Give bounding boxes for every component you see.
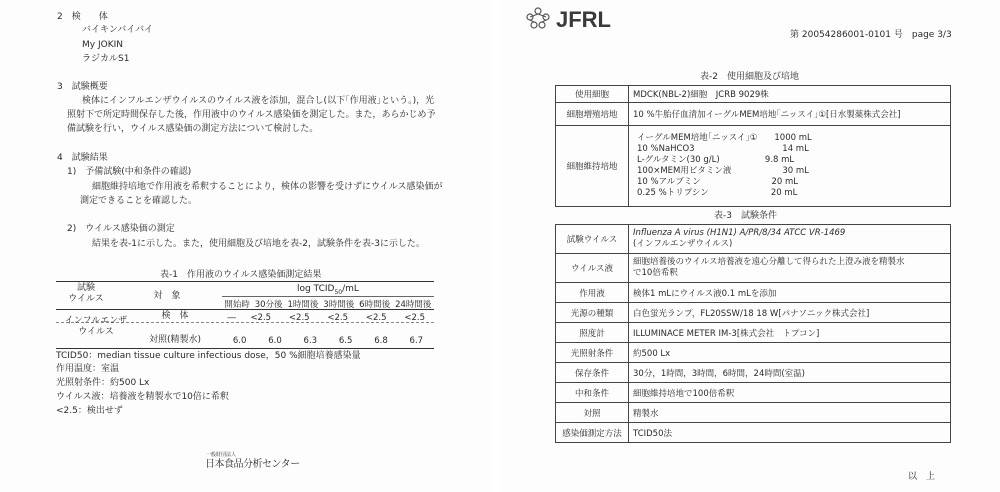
- table-1-caption: 表-1 作用液のウイルス感染価測定結果: [160, 270, 322, 280]
- footer-org: 日本食品分析センター: [205, 459, 300, 470]
- table-3-caption: 表-3 試験条件: [714, 211, 777, 221]
- cell: 6.0: [232, 335, 247, 346]
- table-row: [556, 303, 951, 323]
- row-label: 試験ウイルス: [556, 225, 629, 254]
- row-value: [629, 225, 951, 254]
- col-head: 開始時: [224, 299, 250, 310]
- row-value: 精製水: [629, 403, 951, 423]
- para-line: 照射下で所定時間保存した後，作用液中のウイルス感染価を測定した。また，あらかじめ予: [67, 110, 436, 120]
- table-rule: [56, 281, 434, 282]
- end-mark: 以 上: [908, 472, 936, 482]
- row-label: 保存条件: [556, 363, 629, 383]
- row-label: 光照射条件: [556, 343, 629, 363]
- row-label: ウイルス液: [556, 254, 629, 283]
- table-row: [556, 403, 951, 423]
- sample-item: ラジカルS1: [82, 54, 130, 64]
- table-1-target-header: 対 象: [153, 291, 181, 301]
- table-1-colheads: [222, 297, 434, 310]
- table-row: [556, 103, 951, 126]
- cell: <2.5: [288, 312, 310, 323]
- table-1-log-header: $\log TCID_{50}/mL$: [297, 284, 359, 296]
- row-value: [629, 254, 951, 283]
- cell: 6.3: [303, 335, 318, 346]
- table-row: [556, 225, 951, 254]
- table-row: [556, 283, 951, 303]
- section-2-title: 2 検 体: [57, 12, 108, 22]
- note-line: 光照射条件：約500 Lx: [56, 378, 150, 388]
- section-3-title: 3 試験概要: [57, 82, 108, 92]
- table-3: [555, 224, 951, 443]
- para-line: 結果を表-1に示した。また，使用細胞及び培地を表-2，試験条件を表-3に示した。: [92, 239, 425, 249]
- medium-line: 10 %NaHCO3 14 mL: [637, 144, 809, 154]
- left-page: [0, 0, 492, 492]
- para-line: 測定できることを確認した。: [80, 196, 198, 206]
- row-label: 対照: [556, 403, 629, 423]
- table-2-caption: 表-2 使用細胞及び培地: [700, 72, 799, 82]
- para-line: 備試験を行い，ウイルス感染価の測定方法について検討した。: [67, 124, 319, 134]
- row-value: 検体1 mLにウイルス液0.1 mLを添加: [629, 283, 951, 303]
- table-1-virus-header: 試験 ウイルス: [68, 283, 104, 304]
- col-head: 30分後: [254, 299, 283, 310]
- medium-line: イーグルMEM培地｢ニッスイ｣① 1000 mL: [637, 133, 812, 143]
- note-line: TCID50：median tissue culture infectious dose，50 %細胞培養感染量: [56, 351, 361, 361]
- cell: 6.0: [268, 335, 282, 346]
- footer-org-small: 一般財団法人: [206, 452, 237, 458]
- table-row: [556, 423, 951, 443]
- table-1-row-label: 対照(精製水): [148, 335, 202, 345]
- table-1-row: [222, 311, 434, 324]
- row-label: 細胞増殖培地: [556, 103, 629, 126]
- table-row: [556, 323, 951, 343]
- value-line: (インフルエンザウイルス): [633, 239, 733, 249]
- cell: 6.8: [374, 335, 388, 346]
- row-label: 使用細胞: [556, 86, 629, 103]
- cell: ―: [227, 312, 236, 323]
- row-value: 約500 Lx: [629, 343, 951, 363]
- section-4-title: 4 試験結果: [57, 153, 108, 163]
- sample-item: My JOKIN: [82, 40, 123, 50]
- cell: <2.5: [250, 312, 272, 323]
- medium-line: 10 %アルブミン 20 mL: [637, 177, 798, 187]
- cell: 6.7: [409, 335, 424, 346]
- col-head: 6時間後: [359, 299, 391, 310]
- table-row: [556, 363, 951, 383]
- row-label: 作用液: [556, 283, 629, 303]
- medium-line: L-グルタミン(30 g/L) 9.8 mL: [637, 155, 795, 165]
- para-line: 検体にインフルエンザウイルスのウイルス液を添加，混合し(以下｢作用液｣という。)，光: [82, 96, 435, 106]
- cell: <2.5: [404, 312, 426, 323]
- row-value: 白色蛍光ランプ，FL20SSW/18 18 W[パナソニック株式会社]: [629, 303, 951, 323]
- subsection-1-title: 1) 予備試験(中和条件の確認): [67, 167, 192, 177]
- row-label: 照度計: [556, 323, 629, 343]
- table-row: [556, 343, 951, 363]
- note-line: ウイルス液：培養液を精製水で10倍に希釈: [56, 392, 229, 402]
- value-line: で10倍希釈: [633, 268, 678, 278]
- document-number: 第 20054286001-0101 号 page 3/3: [790, 30, 952, 40]
- cell: <2.5: [365, 312, 387, 323]
- row-value: 細胞維持培地で100倍希釈: [629, 383, 951, 403]
- subsection-2-title: 2) ウイルス感染価の測定: [67, 224, 175, 234]
- col-head: 1時間後: [287, 299, 319, 310]
- table-2: [555, 85, 951, 207]
- table-1-virus-name: インフルエンザ ウイルス: [64, 316, 128, 337]
- table-1-row: [222, 334, 434, 347]
- col-head: 24時間後: [395, 299, 432, 310]
- note-line: <2.5：検出せず: [56, 406, 123, 416]
- jfrl-logo-icon: [522, 6, 554, 32]
- row-value: ILLUMINACE METER IM-3[株式会社 トプコン]: [629, 323, 951, 343]
- cell: <2.5: [327, 312, 349, 323]
- table-row: [556, 383, 951, 403]
- table-rule: [56, 348, 434, 349]
- table-row: [556, 254, 951, 283]
- medium-line: 100×MEM用ビタミン液 30 mL: [637, 166, 809, 176]
- table-row: [556, 86, 951, 103]
- row-value: 10 %牛胎仔血清加イーグルMEM培地｢ニッスイ｣①[日水製薬株式会社]: [629, 103, 951, 126]
- note-line: 作用温度：室温: [56, 364, 120, 374]
- row-value: 30分，1時間，3時間，6時間，24時間(室温): [629, 363, 951, 383]
- table-row: [556, 126, 951, 207]
- row-label: 細胞維持培地: [556, 126, 629, 207]
- value-line: Influenza A virus (H1N1) A/PR/8/34 ATCC VR-1469: [633, 228, 846, 238]
- para-line: 細胞維持培地で作用液を希釈することにより，検体の影響を受けずにウイルス感染価が: [92, 182, 443, 192]
- row-value: TCID50法: [629, 423, 951, 443]
- row-value: MDCK(NBL-2)細胞 JCRB 9029株: [629, 86, 951, 103]
- row-label: 光源の種類: [556, 303, 629, 323]
- table-1-row-label: 検 体: [161, 311, 189, 321]
- row-label: 中和条件: [556, 383, 629, 403]
- medium-line: 0.25 %トリプシン 20 mL: [637, 188, 798, 198]
- row-value: [629, 126, 951, 207]
- page-gutter: [492, 0, 500, 492]
- col-head: 3時間後: [323, 299, 355, 310]
- row-label: 感染価測定方法: [556, 423, 629, 443]
- value-line: 細胞培養後のウイルス培養液を遠心分離して得られた上澄み液を精製水: [633, 257, 905, 267]
- cell: 6.5: [338, 335, 353, 346]
- logo-text: JFRL: [556, 7, 611, 32]
- sample-item: バイキンバイバイ: [82, 25, 154, 35]
- right-page: [500, 0, 1000, 492]
